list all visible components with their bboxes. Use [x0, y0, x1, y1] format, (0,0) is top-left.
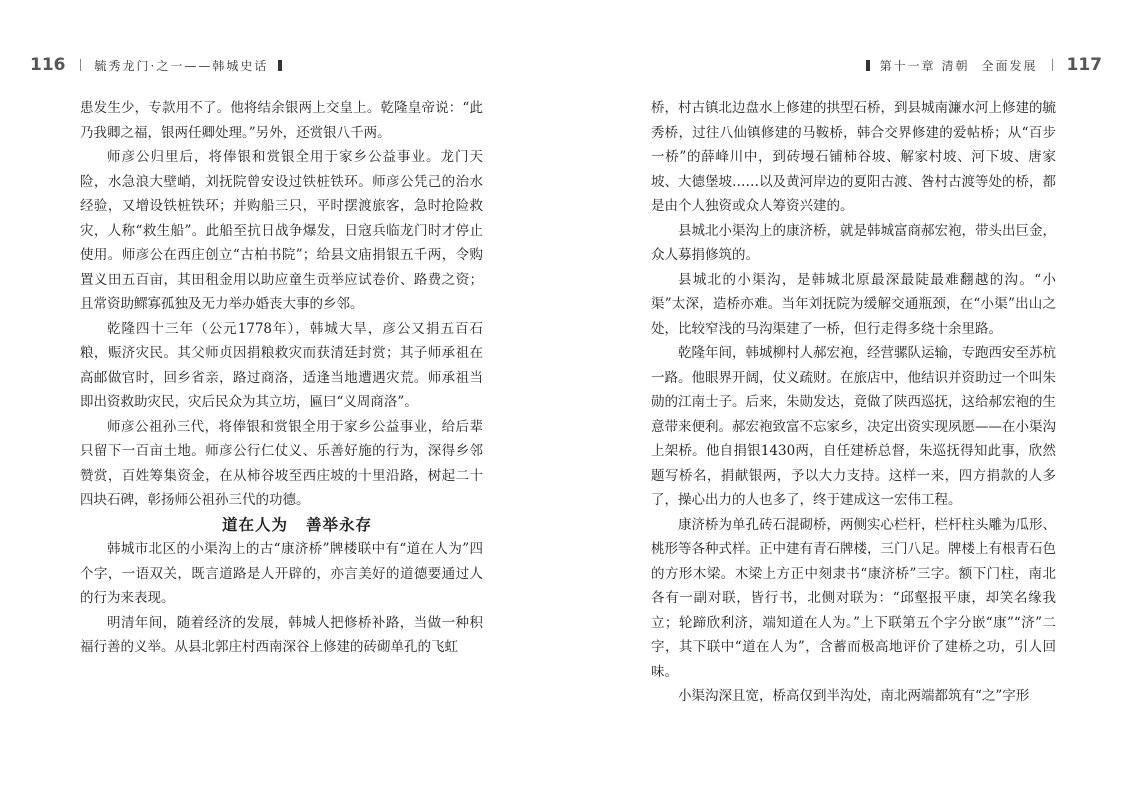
section-title-part1: 道在人为 — [221, 514, 288, 534]
chapter-title: 第十一章 清朝 — [879, 58, 970, 73]
left-page-body — [80, 96, 483, 660]
paragraph: 师彦公归里后，将俸银和赏银全用于家乡公益事业。龙门天险，水急浪大壁峭，刘抚院曾安设过铁桩铁环。师彦公凭己的治水经验，又增设铁桩铁环；并购船三只，平时摆渡旅客，急时抢险救灾，人称“救生船”。此船至抗日战争爆发，日寇兵临龙门时才停止使用。师彦公在西庄创立“古柏书院”；给县文庙捐银五千两，令购置义田五百亩，其田租金用以助应童生贡举应试卷价、路费之资；且常资助鳏寡孤独及无力举办婚丧大事的乡邻。 — [80, 149, 483, 312]
paragraph: 乾隆四十三年（公元1778年），韩城大旱，彦公又捐五百石粮，赈济灾民。其父师贞因捐粮救灾而获清廷封赏；其子师承祖在高邮做官时，回乡省亲，路过商洛，适逢当地遭遇灾荒。师承祖当即出资救助灾民，灾后民众为其立坊，匾曰“义周商洛”。 — [80, 320, 483, 410]
section-title-part2: 善举永存 — [306, 514, 373, 534]
paragraph: 韩城市北区的小渠沟上的古“康济桥”牌楼联中有“道在人为”四个字，一语双关，既言道路是人开辟的，亦言美好的道德要通过人的行为来表现。 — [80, 541, 483, 606]
right-page — [566, 0, 1132, 799]
paragraph: 患发生少，专款用不了。他将结余银两上交皇上。乾隆皇帝说：“此乃我卿之福，银两任卿处理。”另外，还赏银八千两。 — [80, 100, 483, 141]
section-title — [80, 513, 483, 538]
paragraph: 县城北的小渠沟，是韩城北原最深最陡最难翻越的沟。“小渠”太深，造桥亦难。当年刘抚院为缓解交通瓶颈，在“小渠”出山之处，比较窄浅的马沟渠建了一桥，但行走得多绕十余里路。 — [651, 271, 1056, 337]
paragraph: 小渠沟深且宽，桥高仅到半沟处，南北两端都筑有“之”字形 — [678, 688, 1030, 704]
book-title: 毓秀龙门·之一——韩城史话 — [94, 58, 269, 73]
paragraph: 明清年间，随着经济的发展，韩城人把修桥补路，当做一种积福行善的义举。从县北郭庄村西南深谷上修建的砖砌单孔的飞虹 — [80, 614, 483, 655]
paragraph: 康济桥为单孔砖石混砌桥，两侧实心栏杆，栏杆柱头雕为瓜形、桃形等各种式样。正中建有青石牌楼，三门八足。牌楼上有根青石色的方形木梁。木梁上方正中刻隶书“康济桥”三字。额下门柱，南北各有一副对联，皆行书，北侧对联为：“邱壑报平康，却笑名缘我立；轮蹄欣利济，端知道在人为。”上下联第五个字分嵌“康”“济”二字，其下联中“道在人为”，含蓄而极高地评价了建桥之功，引人回味。 — [651, 516, 1056, 680]
header-marker — [278, 60, 282, 71]
paragraph: 县城北小渠沟上的康济桥，就是韩城富商郝宏袍，带头出巨金，众人募捐修筑的。 — [651, 222, 1056, 263]
right-page-body — [651, 96, 1056, 709]
left-page-number: 116 — [30, 55, 66, 75]
header-marker — [866, 60, 870, 71]
header-divider — [1052, 59, 1053, 71]
header-divider — [80, 59, 81, 71]
paragraph: 乾隆年间，韩城柳村人郝宏袍，经营骡队运输，专跑西安至苏杭一路。他眼界开阔，仗义疏财。在旅店中，他结识并资助过一个叫朱勋的江南士子。后来，朱勋发达，竟做了陕西巡抚，这给郝宏袍的生意带来便利。郝宏袍致富不忘家乡，决定出资实现夙愿——在小渠沟上架桥。他自捐银1430两，自任建桥总督，朱巡抚得知此事，欣然题写桥名，捐献银两，予以大力支持。这样一来，四方捐款的人多了，操心出力的人也多了，终于建成这一宏伟工程。 — [651, 345, 1056, 508]
left-page-header — [30, 52, 292, 78]
chapter-subtitle: 全面发展 — [981, 58, 1038, 73]
paragraph: 桥，村古镇北边盘水上修建的拱型石桥，到县城南濂水河上修建的毓秀桥，过往八仙镇修建的马鞍桥，韩合交界修建的爱帖桥；从“百步一桥”的薛峰川中，到砖墁石铺柿谷坡、解家村坡、河下坡、唐家坡、大德堡坡……以及黄河岸边的夏阳古渡、昝村古渡等处的桥，都是由个人独资或众人筹资兴建的。 — [651, 100, 1056, 214]
right-page-header — [856, 52, 1102, 78]
paragraph: 师彦公祖孙三代，将俸银和赏银全用于家乡公益事业，给后辈只留下一百亩土地。师彦公行仁仗义、乐善好施的行为，深得乡邻赞赏，百姓筹集资金，在从柿谷坡至西庄坡的十里沿路，树起二十四块石碑，彰扬师公祖孙三代的功德。 — [80, 418, 483, 508]
right-page-number: 117 — [1066, 55, 1102, 75]
